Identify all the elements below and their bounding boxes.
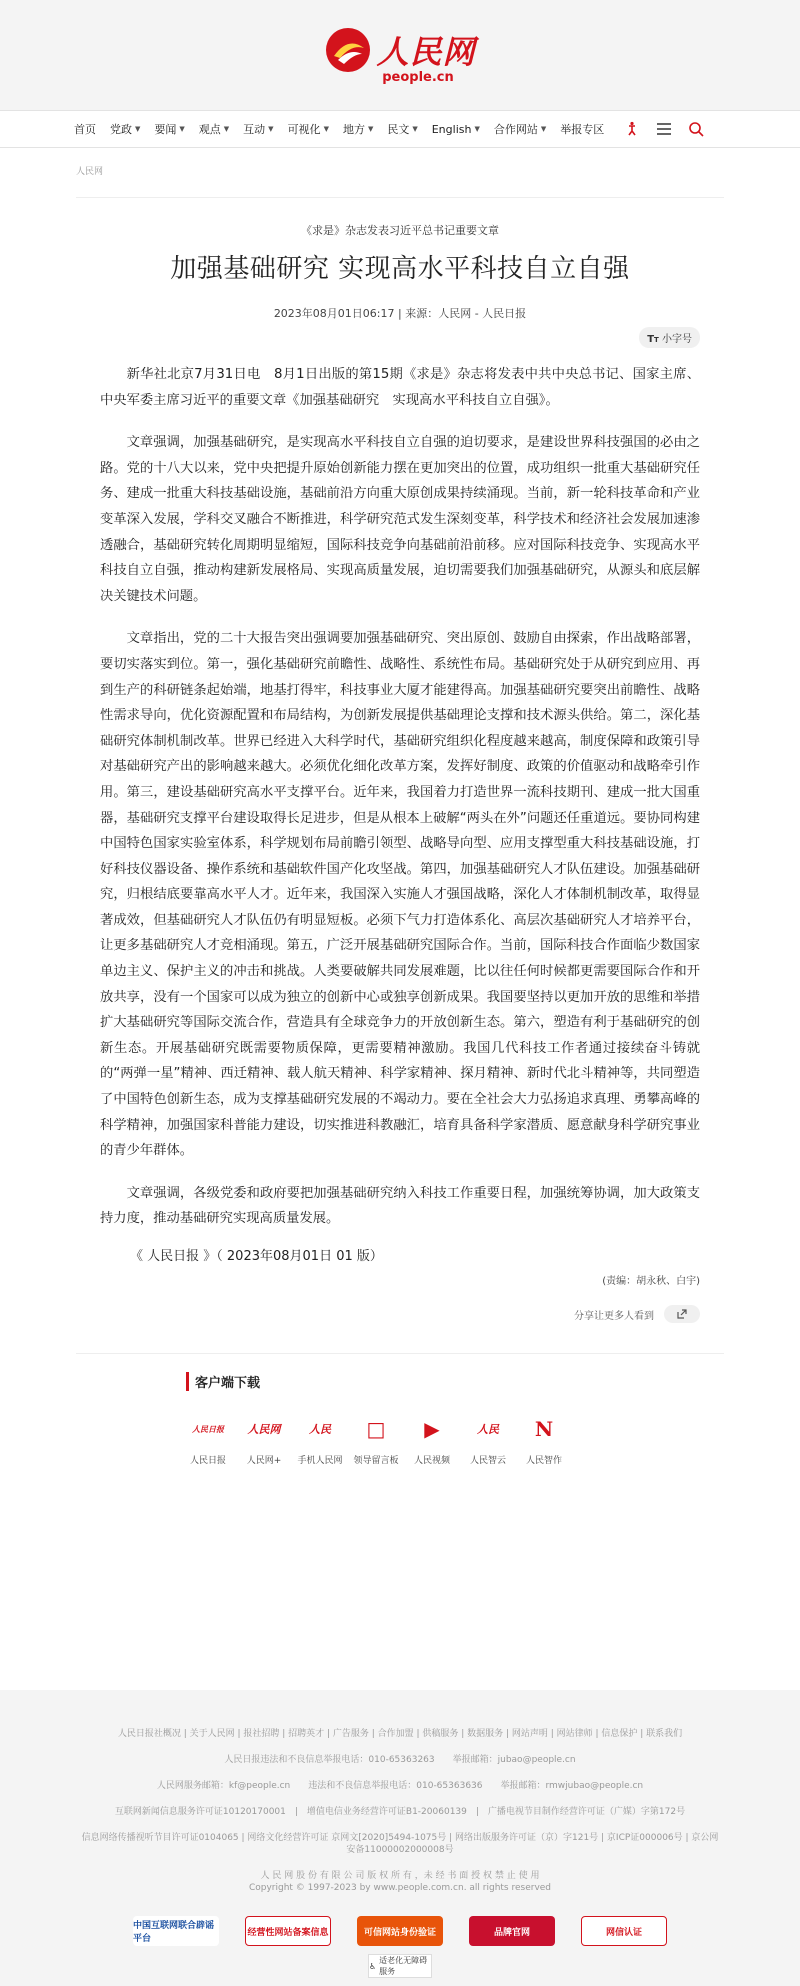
chevron-down-icon: ▼ bbox=[268, 125, 274, 133]
nav-item-5[interactable] bbox=[288, 121, 329, 137]
footer-copyright-cn: 人 民 网 股 份 有 限 公 司 版 权 所 有 ，未 经 书 面 授 权 禁 止 使 用 bbox=[260, 1871, 540, 1881]
chevron-down-icon: ▼ bbox=[223, 125, 230, 133]
app-3[interactable] bbox=[354, 1411, 398, 1466]
footer-license-line-2: 信息网络传播视听节目许可证0104065 | 网络文化经营许可证 京网文[2020]5494-1075号 | 网络出版服务许可证（京）字121号 | 京ICP证000006号 | 京公网安备11000002000008号 bbox=[81, 1833, 719, 1855]
article-source: 《 人民日报 》（ 2023年08月01日 01 版） bbox=[130, 1249, 383, 1264]
footer-badge-4[interactable]: 网信认证 bbox=[581, 1916, 667, 1946]
font-size-icon: TT bbox=[647, 334, 659, 345]
site-header bbox=[0, 0, 800, 110]
app-label: 人民日报 bbox=[189, 1456, 226, 1466]
footer-badge-2[interactable]: 可信网站身份验证 bbox=[357, 1916, 443, 1946]
nav-item-6[interactable] bbox=[343, 121, 373, 137]
article-paragraph: 文章强调，各级党委和政府要把加强基础研究纳入科技工作重要日程，加强统筹协调，加大政策支持力度，推动基础研究实现高质量发展。 bbox=[100, 1185, 700, 1227]
app-label: 人民视频 bbox=[413, 1456, 450, 1466]
chevron-down-icon: ▼ bbox=[412, 125, 418, 133]
app-6[interactable] bbox=[522, 1411, 566, 1466]
client-downloads bbox=[76, 1353, 724, 1466]
people-video-app-icon: ▶ bbox=[424, 1417, 440, 1441]
nav-item-2[interactable] bbox=[154, 121, 184, 137]
nav-item-label: 首页 bbox=[74, 123, 96, 136]
article-subtitle: 《求是》杂志发表习近平总书记重要文章 bbox=[301, 224, 499, 237]
article-paragraph: 文章强调，加强基础研究，是实现高水平科技自立自强的迫切要求，是建设世界科技强国的必由之路。党的十八大以来，党中央把提升原始创新能力摆在更加突出的位置，成功组织一批重大基础研究任务、建成一批重大科技基础设施，基础前沿方向重大原创成果持续涌现。当前，新一轮科技革命和产业变革深入发展，学科交叉融合不断推进，科学研究范式发生深刻变革，科学技术和经济社会发展加速渗透融合，基础研究转化周期明显缩短，国际科技竞争向基础前沿前移。应对国际科技竞争、实现高水平科技自立自强，推动构建新发展格局、实现高质量发展，迫切需要我们加强基础研究，从源头和底层解决关键技术问题。 bbox=[100, 435, 700, 604]
nav-item-0[interactable] bbox=[74, 121, 96, 137]
people-cloud-app-icon: 人民 bbox=[477, 1423, 499, 1436]
article-paragraph: 文章指出，党的二十大报告突出强调要加强基础研究、突出原创、鼓励自由探索，作出战略部署，要切实落实到位。第一，强化基础研究前瞻性、战略性、系统性布局。基础研究处于从研究到应用、再到生产的科研链条起始端，地基打得牢，科技事业大厦才能建得高。加强基础研究要突出前瞻性、战略性需求导向，优化资源配置和布局结构，为创新发展提供基础理论支撑和技术源头供给。第二，深化基础研究体制机制改革。世界已经进入大科学时代，基础研究组织化程度越来越高，制度保障和政策引导对基础研究产出的影响越来越大。必须优化细化改革方案，发挥好制度、政策的价值驱动和战略牵引作用。第三，建设基础研究高水平支撑平台。近年来，我国着力打造世界一流科技期刊、建成一批大国重器，基础研究支撑平台建设取得长足进步，但是从根本上破解“两头在外”问题还任重道远。要协同构建中国特色国家实验室体系，科学规划布局前瞻引领型、战略导向型、应用支撑型重大科技基础设施，打好科技仪器设备、操作系统和基础软件国产化攻坚战。第四，加强基础研究人才队伍建设。加强基础研究，归根结底要靠高水平人才。近年来，我国深入实施人才强国战略，深化人才体制机制改革，取得显著成效，但基础研究人才队伍仍有明显短板。必须下气力打造体系化、高层次基础研究人才培养平台，让更多基础研究人才竞相涌现。第五，广泛开展基础研究国际合作。当前，国际科技合作面临少数国家单边主义、保护主义的冲击和挑战。人类要破解共同发展难题，比以往任何时候都更需要国际合作和开放共享，没有一个国家可以成为独立的创新中心或独享创新成果。我国要坚持以更加开放的思维和举措扩大基础研究等国际交流合作，营造具有全球竞争力的开放创新生态。第六，塑造有利于基础研究的创新生态。开展基础研究既需要物质保障，更需要精神激励。我国几代科技工作者通过接续奋斗铸就的“两弹一星”精神、西迁精神、载人航天精神、科学家精神、探月精神、新时代北斗精神等，共同塑造了中国特色创新生态，成为支撑基础研究发展的不竭动力。要在全社会大力弘扬追求真理、勇攀高峰的科学精神，加强国家科普能力建设，切实推进科教融汇，培育具备科学家潜质、愿意献身科学研究事业的青少年群体。 bbox=[100, 631, 700, 1159]
nav-item-label: 观点 bbox=[198, 123, 221, 136]
site-logo[interactable] bbox=[324, 26, 475, 85]
nav-item-label: 党政 bbox=[110, 123, 132, 136]
app-0[interactable] bbox=[186, 1411, 230, 1466]
logo-text-cn: 人民网 bbox=[376, 32, 476, 71]
menu-icon[interactable] bbox=[656, 122, 672, 136]
nav-item-label: 地方 bbox=[342, 123, 365, 136]
nav-item-label: English bbox=[431, 122, 472, 136]
nav-item-9[interactable] bbox=[494, 121, 546, 137]
nav-item-label: 可视化 bbox=[287, 123, 321, 136]
chevron-down-icon: ▼ bbox=[474, 125, 480, 133]
chevron-down-icon: ▼ bbox=[367, 125, 374, 133]
footer-badge-3[interactable]: 品牌官网 bbox=[469, 1916, 555, 1946]
app-4[interactable] bbox=[410, 1411, 454, 1466]
font-size-toggle[interactable]: TT 小字号 bbox=[639, 327, 700, 348]
accessibility-icon[interactable] bbox=[624, 121, 640, 137]
article-body bbox=[100, 362, 700, 1323]
article-meta: 2023年08月01日06:17 | 来源：人民网 - 人民日报 bbox=[273, 307, 527, 320]
people-daily-app-icon: 人民日报 bbox=[192, 1423, 224, 1434]
people-create-app-icon: N bbox=[534, 1417, 554, 1441]
footer-links[interactable]: 人民日报社概况 | 关于人民网 | 报社招聘 | 招聘英才 | 广告服务 | 合作加盟 | 供稿服务 | 数据服务 | 网站声明 | 网站律师 | 信息保护 | 联系我们 bbox=[117, 1729, 683, 1739]
footer-badge-0[interactable]: 中国互联网联合辟谣平台 bbox=[133, 1916, 219, 1946]
share-button[interactable] bbox=[664, 1305, 700, 1323]
nav-item-4[interactable] bbox=[243, 121, 273, 137]
app-label: 领导留言板 bbox=[353, 1456, 399, 1466]
chevron-down-icon: ▼ bbox=[179, 125, 185, 133]
article bbox=[76, 222, 724, 1323]
article-paragraph: 新华社北京7月31日电 8月1日出版的第15期《求是》杂志将发表中共中央总书记、国家主席、中央军委主席习近平的重要文章《加强基础研究 实现高水平科技自立自强》。 bbox=[100, 367, 700, 408]
aging-service-button[interactable]: ♿ 适老化无障碍服务 bbox=[368, 1954, 432, 1978]
app-5[interactable] bbox=[466, 1411, 510, 1466]
article-editor: (责编：胡永秋、白宇) bbox=[602, 1276, 700, 1287]
nav-item-8[interactable] bbox=[432, 123, 480, 136]
leader-board-app-icon: □ bbox=[366, 1417, 386, 1441]
app-label: 人民智作 bbox=[525, 1456, 562, 1466]
nav-item-1[interactable] bbox=[110, 121, 140, 137]
search-icon[interactable] bbox=[688, 121, 704, 137]
app-2[interactable] bbox=[298, 1411, 342, 1466]
chevron-down-icon: ▼ bbox=[540, 125, 547, 133]
main-nav bbox=[0, 110, 800, 148]
people-logo-icon bbox=[324, 26, 372, 74]
chevron-down-icon: ▼ bbox=[135, 125, 141, 133]
nav-item-3[interactable] bbox=[199, 121, 229, 137]
nav-item-label: 互动 bbox=[243, 123, 266, 136]
site-footer bbox=[0, 1690, 800, 1986]
app-label: 人民网+ bbox=[246, 1456, 282, 1466]
client-downloads-title: 客户端下载 bbox=[186, 1372, 724, 1391]
app-label: 人民智云 bbox=[469, 1456, 506, 1466]
mobile-people-app-icon: 人民 bbox=[309, 1423, 331, 1436]
share-icon bbox=[676, 1308, 688, 1320]
nav-item-label: 民文 bbox=[387, 123, 410, 136]
logo-text-en: people.cn bbox=[382, 69, 454, 85]
nav-item-label: 要闻 bbox=[154, 123, 177, 136]
footer-report-line: 人民日报违法和不良信息举报电话：010-65363263 举报邮箱：jubao@people.cn bbox=[224, 1755, 576, 1765]
accessibility-icon: ♿ bbox=[369, 1961, 377, 1971]
people-plus-app-icon: 人民网 bbox=[247, 1423, 281, 1436]
footer-license-line: 互联网新闻信息服务许可证10120170001 | 增值电信业务经营许可证B1-20060139 | 广播电视节目制作经营许可证（广媒）字第172号 bbox=[114, 1807, 686, 1817]
chevron-down-icon: ▼ bbox=[323, 125, 329, 133]
footer-copyright-en: Copyright © 1997-2023 by www.people.com.cn. all rights reserved bbox=[248, 1883, 552, 1893]
article-title: 加强基础研究 实现高水平科技自立自强 bbox=[170, 254, 630, 284]
app-1[interactable] bbox=[242, 1411, 286, 1466]
nav-item-label: 举报专区 bbox=[560, 123, 605, 136]
footer-service-line: 人民网服务邮箱：kf@people.cn 违法和不良信息举报电话：010-65363636 举报邮箱：rmwjubao@people.cn bbox=[156, 1781, 644, 1791]
nav-item-10[interactable] bbox=[560, 121, 604, 137]
breadcrumb[interactable]: 人民网 bbox=[76, 164, 724, 198]
app-label: 手机人民网 bbox=[297, 1456, 343, 1466]
footer-badge-1[interactable]: 经营性网站备案信息 bbox=[245, 1916, 331, 1946]
nav-item-7[interactable] bbox=[387, 121, 417, 137]
share-prompt: 分享让更多人看到 bbox=[574, 1310, 654, 1322]
nav-item-label: 合作网站 bbox=[493, 123, 538, 136]
